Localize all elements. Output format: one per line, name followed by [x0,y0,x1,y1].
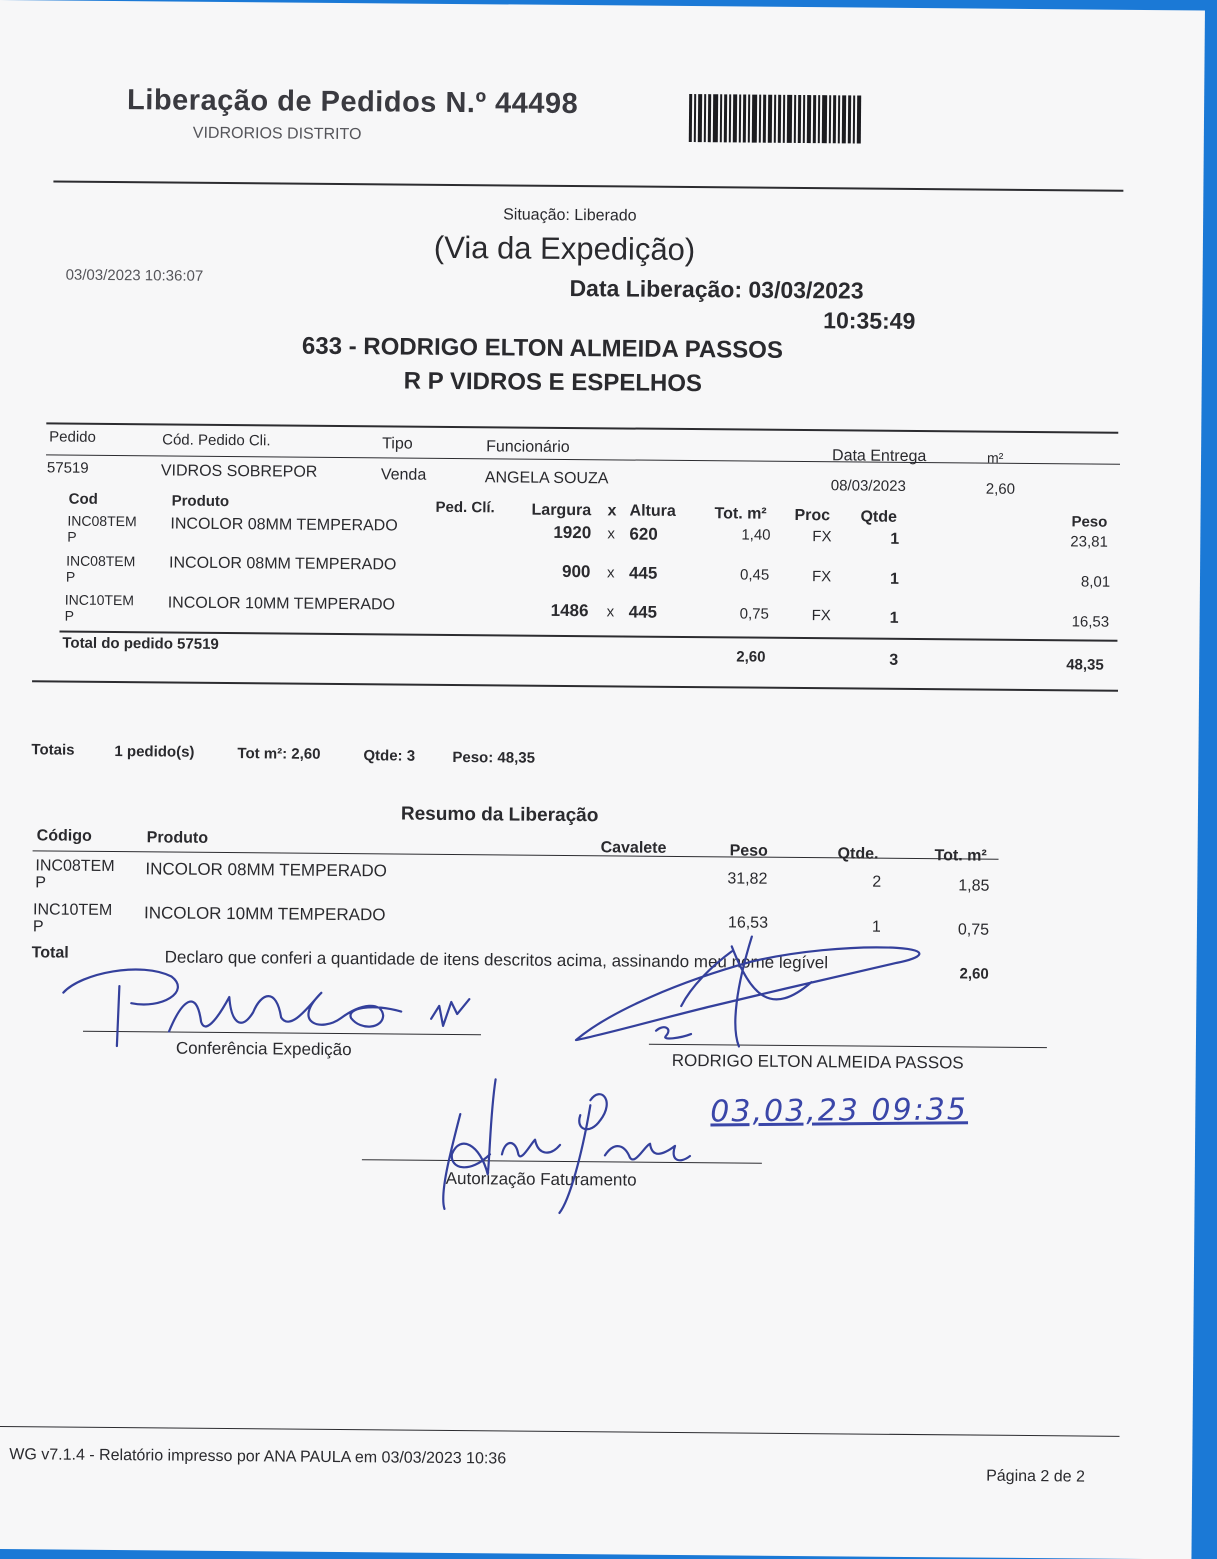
company-name: VIDRORIOS DISTRITO [192,124,362,144]
item-qtde: 1 [889,609,899,627]
items-col-peso: Peso [1071,513,1108,531]
signature-label-client: RODRIGO ELTON ALMEIDA PASSOS [671,1050,964,1073]
item-tot-m2: 1,40 [741,526,771,544]
release-time: 10:35:49 [823,307,916,334]
summary-code [33,901,112,936]
item-code [67,513,137,546]
col-pedido: Pedido [49,428,96,446]
summary-title: Resumo da Liberação [400,803,599,827]
order-total-peso: 48,35 [1066,656,1104,674]
totals-peso: Peso: 48,35 [452,748,536,767]
item-peso: 16,53 [1071,613,1110,631]
order-m2: 2,60 [985,480,1016,498]
items-col-cod: Cod [68,490,98,508]
summary-col-tot-m2: Tot. m² [934,847,987,865]
item-peso: 8,01 [1080,573,1111,591]
item-product: INCOLOR 10MM TEMPERADO [167,594,396,614]
footer-divider [0,1426,1120,1437]
totals-m2: Tot m²: 2,60 [237,745,321,763]
item-qtde: 1 [890,530,900,548]
document-title: Liberação de Pedidos N.º 44498 [126,84,579,121]
summary-code-line1: INC08TEM [35,857,115,876]
signature-line-client [649,1044,1047,1048]
item-code-line2: P [64,607,75,624]
summary-qtde: 2 [872,873,882,891]
item-proc: FX [811,568,832,586]
item-largura: 1920 [553,522,592,543]
printed-timestamp: 03/03/2023 10:36:07 [65,266,204,285]
item-code-line1: INC08TEM [67,512,137,530]
items-col-altura: Altura [629,502,676,520]
item-peso: 23,81 [1070,533,1108,551]
release-date: Data Liberação: 03/03/2023 [569,274,864,304]
items-col-largura: Largura [531,501,592,520]
totals-label: Totais [31,741,75,759]
summary-col-codigo: Código [36,827,92,845]
summary-product: INCOLOR 10MM TEMPERADO [143,903,386,925]
summary-code-line1: INC10TEM [32,901,113,920]
order-delivery-date: 08/03/2023 [830,477,906,495]
client-name: 633 - RODRIGO ELTON ALMEIDA PASSOS [301,332,784,364]
barcode [689,94,877,144]
header-divider [53,180,1123,191]
signature-line-autorizacao [362,1159,762,1163]
order-type: Venda [380,466,427,484]
col-funcionario: Funcionário [486,438,570,456]
summary-col-qtde: Qtde. [837,845,879,863]
summary-tot-m2: 1,85 [958,877,990,895]
item-altura: 445 [628,563,658,583]
item-largura: 900 [561,561,591,582]
col-m2: m² [986,449,1004,466]
item-x: x [606,564,615,582]
items-col-x: x [607,502,617,520]
situation-label: Situação: Liberado [503,206,637,225]
summary-col-produto: Produto [146,829,209,847]
col-data-entrega: Data Entrega [831,447,927,466]
order-employee: ANGELA SOUZA [484,469,609,488]
totals-qtde: Qtde: 3 [363,747,416,765]
item-proc: FX [811,607,831,625]
col-tipo: Tipo [382,435,413,453]
footer-page-number: Página 2 de 2 [986,1467,1085,1486]
order-total-qtde: 3 [889,651,899,669]
summary-product: INCOLOR 08MM TEMPERADO [145,859,388,881]
handwritten-date: 03,03,23 09:35 [710,1092,969,1130]
summary-qtde: 1 [871,918,881,936]
summary-code-line2: P [32,918,44,936]
item-code-line2: P [67,528,77,545]
order-total-m2: 2,60 [736,648,766,666]
item-tot-m2: 0,75 [739,605,769,623]
item-proc: FX [812,528,832,546]
client-company: R P VIDROS E ESPELHOS [403,367,703,398]
summary-code-line2: P [35,874,47,892]
col-cod-pedido-cli: Cód. Pedido Cli. [162,431,271,450]
signature-paulo [63,969,470,1049]
summary-col-peso: Peso [729,842,768,860]
items-col-ped-cli: Ped. Clí. [435,498,495,517]
items-col-produto: Produto [171,492,230,511]
order-bottom-line [32,680,1118,691]
item-code [66,553,136,586]
item-code-line1: INC10TEM [64,591,135,609]
summary-peso: 31,82 [727,870,768,888]
item-code-line2: P [65,568,76,585]
items-col-qtde: Qtde [860,508,898,526]
item-code-line1: INC08TEM [66,552,136,570]
summary-col-cavalete: Cavalete [600,839,667,857]
signature-label-autorizacao: Autorização Faturamento [445,1168,637,1190]
summary-total-label: Total [31,944,69,962]
totals-pedidos: 1 pedido(s) [114,743,195,761]
item-tot-m2: 0,45 [739,566,770,584]
item-qtde: 1 [889,570,899,588]
item-x: x [606,603,615,621]
item-altura: 620 [629,524,658,544]
item-x: x [607,525,615,543]
items-col-proc: Proc [794,506,831,525]
item-product: INCOLOR 08MM TEMPERADO [169,554,397,574]
summary-total-m2: 2,60 [959,965,989,983]
item-code [65,592,135,625]
order-number: 57519 [46,459,89,477]
summary-peso: 16,53 [727,914,769,932]
signature-label-conferencia: Conferência Expedição [175,1038,352,1060]
order-total-label: Total do pedido 57519 [62,634,219,653]
items-col-tot-m2: Tot. m² [714,505,767,523]
declaration-text: Declaro que conferi a quantidade de itens descritos acima, assinando meu nome legível [164,947,829,973]
via-label: (Via da Expedição) [433,229,696,268]
summary-tot-m2: 0,75 [957,921,990,939]
order-client-code: VIDROS SOBREPOR [160,462,318,481]
item-product: INCOLOR 08MM TEMPERADO [170,515,398,535]
summary-code [35,857,114,892]
item-altura: 445 [628,602,658,622]
footer-printed-by: WG v7.1.4 - Relatório impresso por ANA PAULA em 03/03/2023 10:36 [9,1446,507,1468]
item-largura: 1486 [550,600,589,621]
